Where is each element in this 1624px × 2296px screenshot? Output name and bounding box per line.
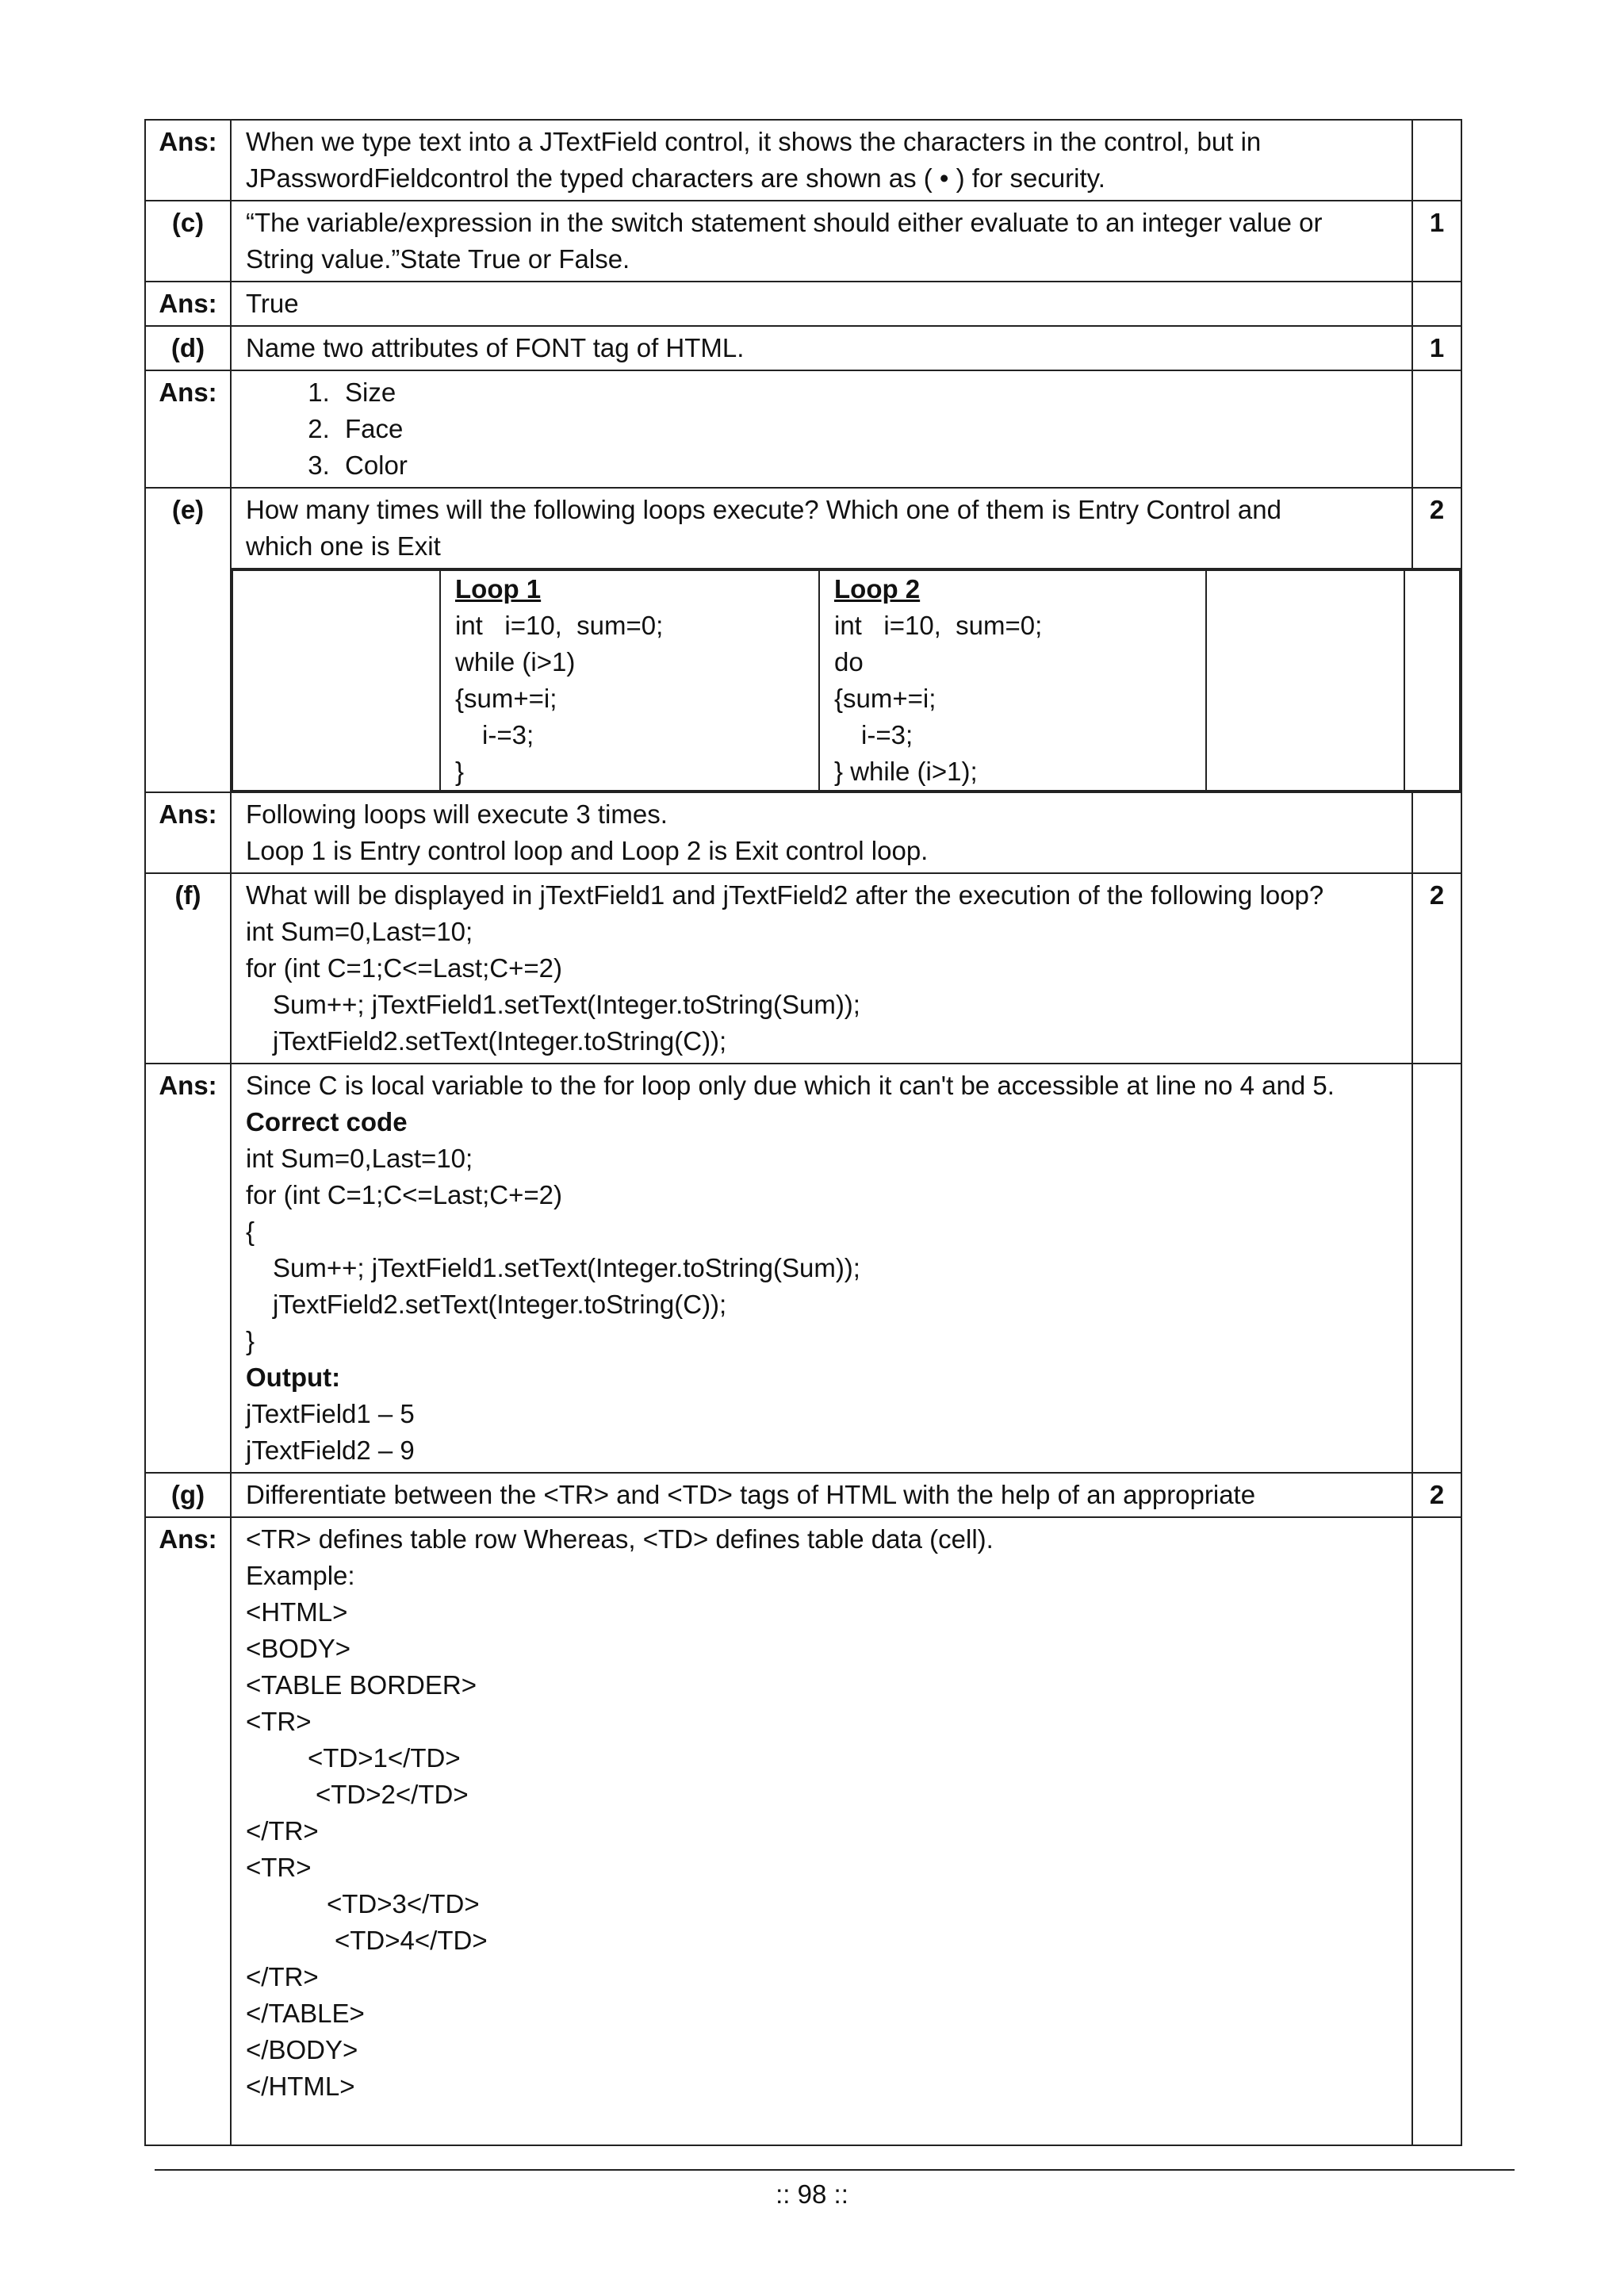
row-ans-f [145, 1064, 1461, 1473]
code-line: <TR> [246, 1707, 312, 1736]
marks-cell [1412, 1064, 1461, 1473]
text-line: Example: [246, 1561, 355, 1590]
row-label: Ans: [145, 282, 231, 326]
code-line: Sum++; jTextField1.setText(Integer.toString(Sum)); [273, 990, 860, 1019]
loops-container [231, 569, 1461, 792]
loop1-cell [440, 570, 819, 791]
row-label: (f) [145, 873, 231, 1064]
code-line: </TR> [246, 1816, 319, 1846]
code-line: <TR> [246, 1853, 312, 1882]
code-line: <TD>3</TD> [327, 1889, 480, 1918]
row-question-d [145, 326, 1461, 370]
row-label: (g) [145, 1473, 231, 1517]
empty-cell [1206, 570, 1404, 791]
row-label: Ans: [145, 792, 231, 873]
output-line: jTextField1 – 5 [246, 1399, 415, 1428]
code-line: <BODY> [246, 1634, 351, 1663]
answer-text [231, 370, 1412, 488]
code-line: for (int C=1;C<=Last;C+=2) [246, 1180, 562, 1209]
correct-code-heading: Correct code [246, 1107, 408, 1137]
code-line: } [455, 757, 465, 786]
text-line: “The variable/expression in the switch statement should either evaluate to an integer value or [246, 208, 1323, 237]
code-line: int i=10, sum=0; [455, 611, 664, 640]
row-question-e-loops [145, 569, 1461, 792]
marks-cell: 1 [1412, 201, 1461, 282]
row-label: Ans: [145, 370, 231, 488]
marks-cell: 2 [1412, 873, 1461, 1064]
row-ans-b [145, 120, 1461, 201]
text-line: Since C is local variable to the for loop only due which it can't be accessible at line no 4 and 5. [246, 1071, 1335, 1100]
code-line: </BODY> [246, 2035, 358, 2064]
row-label: Ans: [145, 1517, 231, 2145]
code-line: i-=3; [482, 720, 534, 749]
question-text [231, 488, 1412, 569]
code-line: jTextField2.setText(Integer.toString(C)); [273, 1026, 727, 1056]
code-line: int Sum=0,Last=10; [246, 1144, 473, 1173]
text-line: which one is Exit [246, 531, 441, 561]
marks-cell [1412, 370, 1461, 488]
code-line: { [246, 1217, 255, 1246]
list-item: 1. Size [337, 374, 1397, 411]
answer-text [231, 1064, 1412, 1473]
marks-cell [1412, 792, 1461, 873]
text-line: How many times will the following loops execute? Which one of them is Entry Control and [246, 495, 1281, 524]
code-line: <HTML> [246, 1597, 348, 1627]
marks-cell: 2 [1412, 1473, 1461, 1517]
row-question-g [145, 1473, 1461, 1517]
text-line: <TR> defines table row Whereas, <TD> defines table data (cell). [246, 1524, 994, 1554]
text-line: Loop 1 is Entry control loop and Loop 2 is Exit control loop. [246, 836, 929, 865]
code-line: {sum+=i; [834, 684, 936, 713]
text-line: JPasswordFieldcontrol the typed characters are shown as ( • ) for security. [246, 163, 1105, 193]
footer-divider [155, 2169, 1515, 2171]
code-line: jTextField2.setText(Integer.toString(C)); [273, 1290, 727, 1319]
code-line: <TABLE BORDER> [246, 1670, 477, 1700]
text-line: Following loops will execute 3 times. [246, 799, 668, 829]
empty-cell [232, 570, 440, 791]
code-line: do [834, 647, 864, 677]
answer-text: True [231, 282, 1412, 326]
code-line: </TR> [246, 1962, 319, 1991]
loop1-title: Loop 1 [455, 574, 542, 604]
empty-cell [1404, 570, 1460, 791]
text-line: String value.”State True or False. [246, 244, 630, 274]
text-line: What will be displayed in jTextField1 and jTextField2 after the execution of the following loop? [246, 880, 1324, 910]
row-question-e [145, 488, 1461, 569]
row-ans-g [145, 1517, 1461, 2145]
code-line: Sum++; jTextField1.setText(Integer.toString(Sum)); [273, 1253, 860, 1282]
code-line: <TD>4</TD> [335, 1926, 488, 1955]
row-label: (c) [145, 201, 231, 282]
row-label: Ans: [145, 120, 231, 201]
answer-text [231, 1517, 1412, 2145]
code-line: for (int C=1;C<=Last;C+=2) [246, 953, 562, 983]
row-ans-c [145, 282, 1461, 326]
code-line: {sum+=i; [455, 684, 557, 713]
question-text: Name two attributes of FONT tag of HTML. [231, 326, 1412, 370]
marks-cell: 2 [1412, 488, 1461, 569]
attribute-list [246, 374, 1397, 484]
answer-text [231, 120, 1412, 201]
row-label: Ans: [145, 1064, 231, 1473]
row-ans-e [145, 792, 1461, 873]
row-label: (e) [145, 488, 231, 792]
list-item: 2. Face [337, 411, 1397, 447]
code-line: } [246, 1326, 255, 1355]
loop2-title: Loop 2 [834, 574, 921, 604]
code-line: <TD>2</TD> [316, 1780, 469, 1809]
output-heading: Output: [246, 1363, 341, 1392]
code-line: } while (i>1); [834, 757, 978, 786]
list-item: 3. Color [337, 447, 1397, 484]
page-number: :: 98 :: [776, 2179, 848, 2209]
answer-text [231, 792, 1412, 873]
loop2-cell [819, 570, 1206, 791]
row-question-f [145, 873, 1461, 1064]
question-text: Differentiate between the <TR> and <TD> tags of HTML with the help of an appropriate [231, 1473, 1412, 1517]
row-question-c [145, 201, 1461, 282]
code-line: </HTML> [246, 2072, 355, 2101]
text-line: When we type text into a JTextField control, it shows the characters in the control, but in [246, 127, 1262, 156]
marks-cell [1412, 282, 1461, 326]
loops-table [232, 569, 1461, 792]
code-line: int i=10, sum=0; [834, 611, 1043, 640]
question-text [231, 201, 1412, 282]
code-line: i-=3; [861, 720, 914, 749]
row-ans-d [145, 370, 1461, 488]
row-label: (d) [145, 326, 231, 370]
code-line: <TD>1</TD> [308, 1743, 461, 1773]
code-line: int Sum=0,Last=10; [246, 917, 473, 946]
marks-cell [1412, 120, 1461, 201]
marks-cell [1412, 1517, 1461, 2145]
code-line: </TABLE> [246, 1999, 365, 2028]
question-answer-table [144, 119, 1462, 2146]
marks-cell: 1 [1412, 326, 1461, 370]
code-line: while (i>1) [455, 647, 576, 677]
question-text [231, 873, 1412, 1064]
output-line: jTextField2 – 9 [246, 1435, 415, 1465]
